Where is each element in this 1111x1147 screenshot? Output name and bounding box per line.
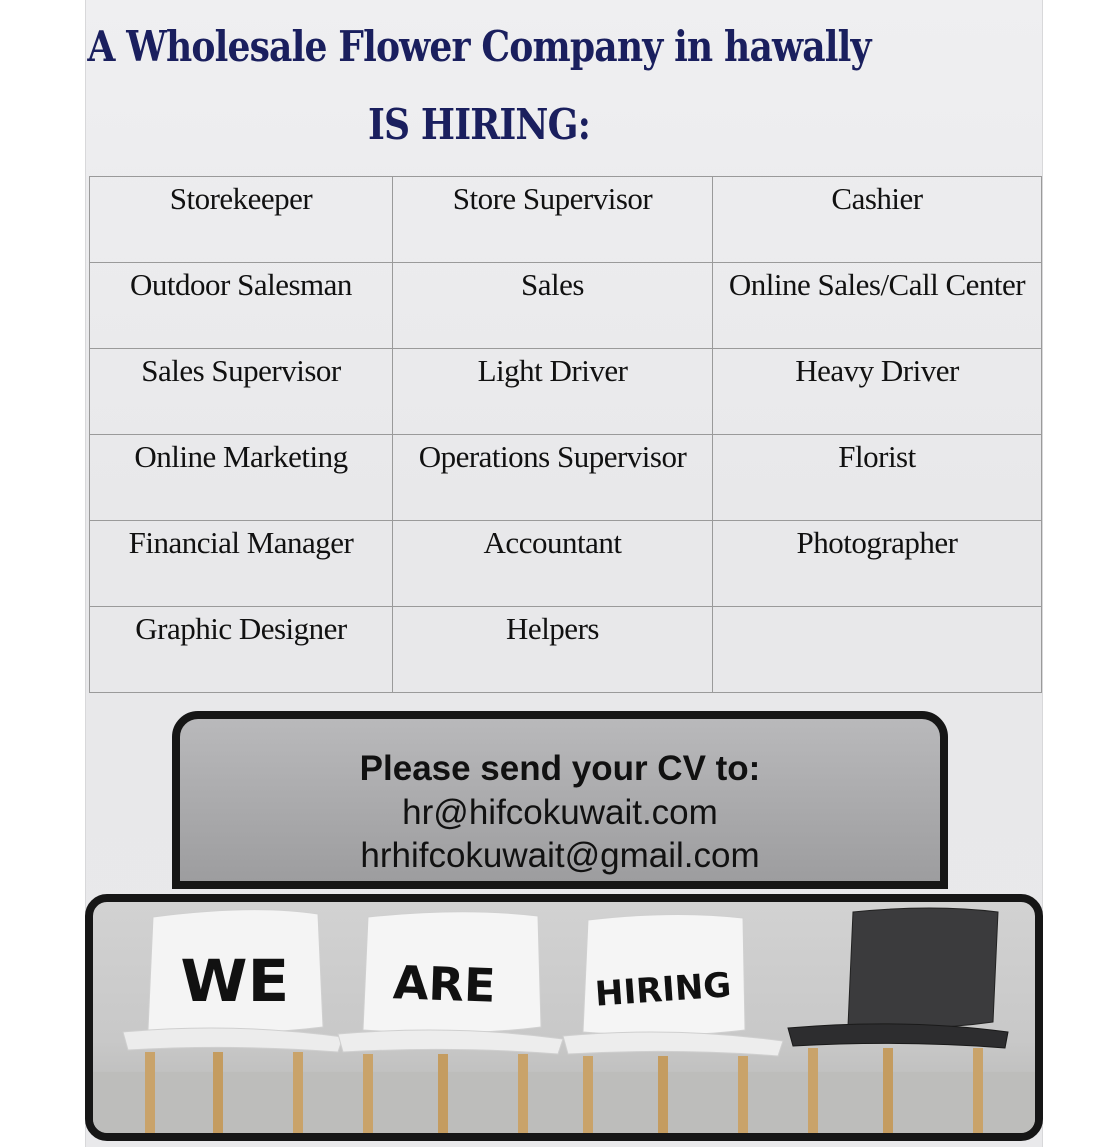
job-cell: Online Sales/Call Center xyxy=(713,263,1042,349)
job-cell: Heavy Driver xyxy=(713,349,1042,435)
email-primary[interactable]: hr@hifcokuwait.com xyxy=(402,793,718,832)
job-cell: Helpers xyxy=(393,607,713,693)
job-cell: Sales xyxy=(393,263,713,349)
table-row xyxy=(90,521,1042,607)
job-cell-empty xyxy=(713,607,1042,693)
email-secondary[interactable]: hrhifcokuwait@gmail.com xyxy=(360,836,760,875)
job-cell: Storekeeper xyxy=(90,177,393,263)
table-row xyxy=(90,177,1042,263)
job-cell: Florist xyxy=(713,435,1042,521)
hiring-chairs-photo xyxy=(85,894,1043,1141)
headline-hiring: IS HIRING: xyxy=(367,100,591,149)
chair-text-we: WE xyxy=(180,947,290,1015)
job-cell: Store Supervisor xyxy=(393,177,713,263)
cv-heading: Please send your CV to: xyxy=(359,749,761,788)
cv-contact-box xyxy=(172,711,948,889)
chairs-illustration xyxy=(93,902,1035,1133)
job-cell: Online Marketing xyxy=(90,435,393,521)
job-cell: Sales Supervisor xyxy=(90,349,393,435)
job-cell: Financial Manager xyxy=(90,521,393,607)
job-cell: Cashier xyxy=(713,177,1042,263)
headline-company: A Wholesale Flower Company in hawally xyxy=(87,22,871,71)
table-row xyxy=(90,349,1042,435)
table-row xyxy=(90,435,1042,521)
job-cell: Accountant xyxy=(393,521,713,607)
table-row xyxy=(90,263,1042,349)
chair-text-are: ARE xyxy=(392,955,497,1013)
jobs-table xyxy=(89,176,1042,693)
job-cell: Operations Supervisor xyxy=(393,435,713,521)
job-cell: Outdoor Salesman xyxy=(90,263,393,349)
job-cell: Graphic Designer xyxy=(90,607,393,693)
table-row xyxy=(90,607,1042,693)
job-cell: Light Driver xyxy=(393,349,713,435)
job-cell: Photographer xyxy=(713,521,1042,607)
chair-text-hiring: HIRING xyxy=(593,965,733,1015)
